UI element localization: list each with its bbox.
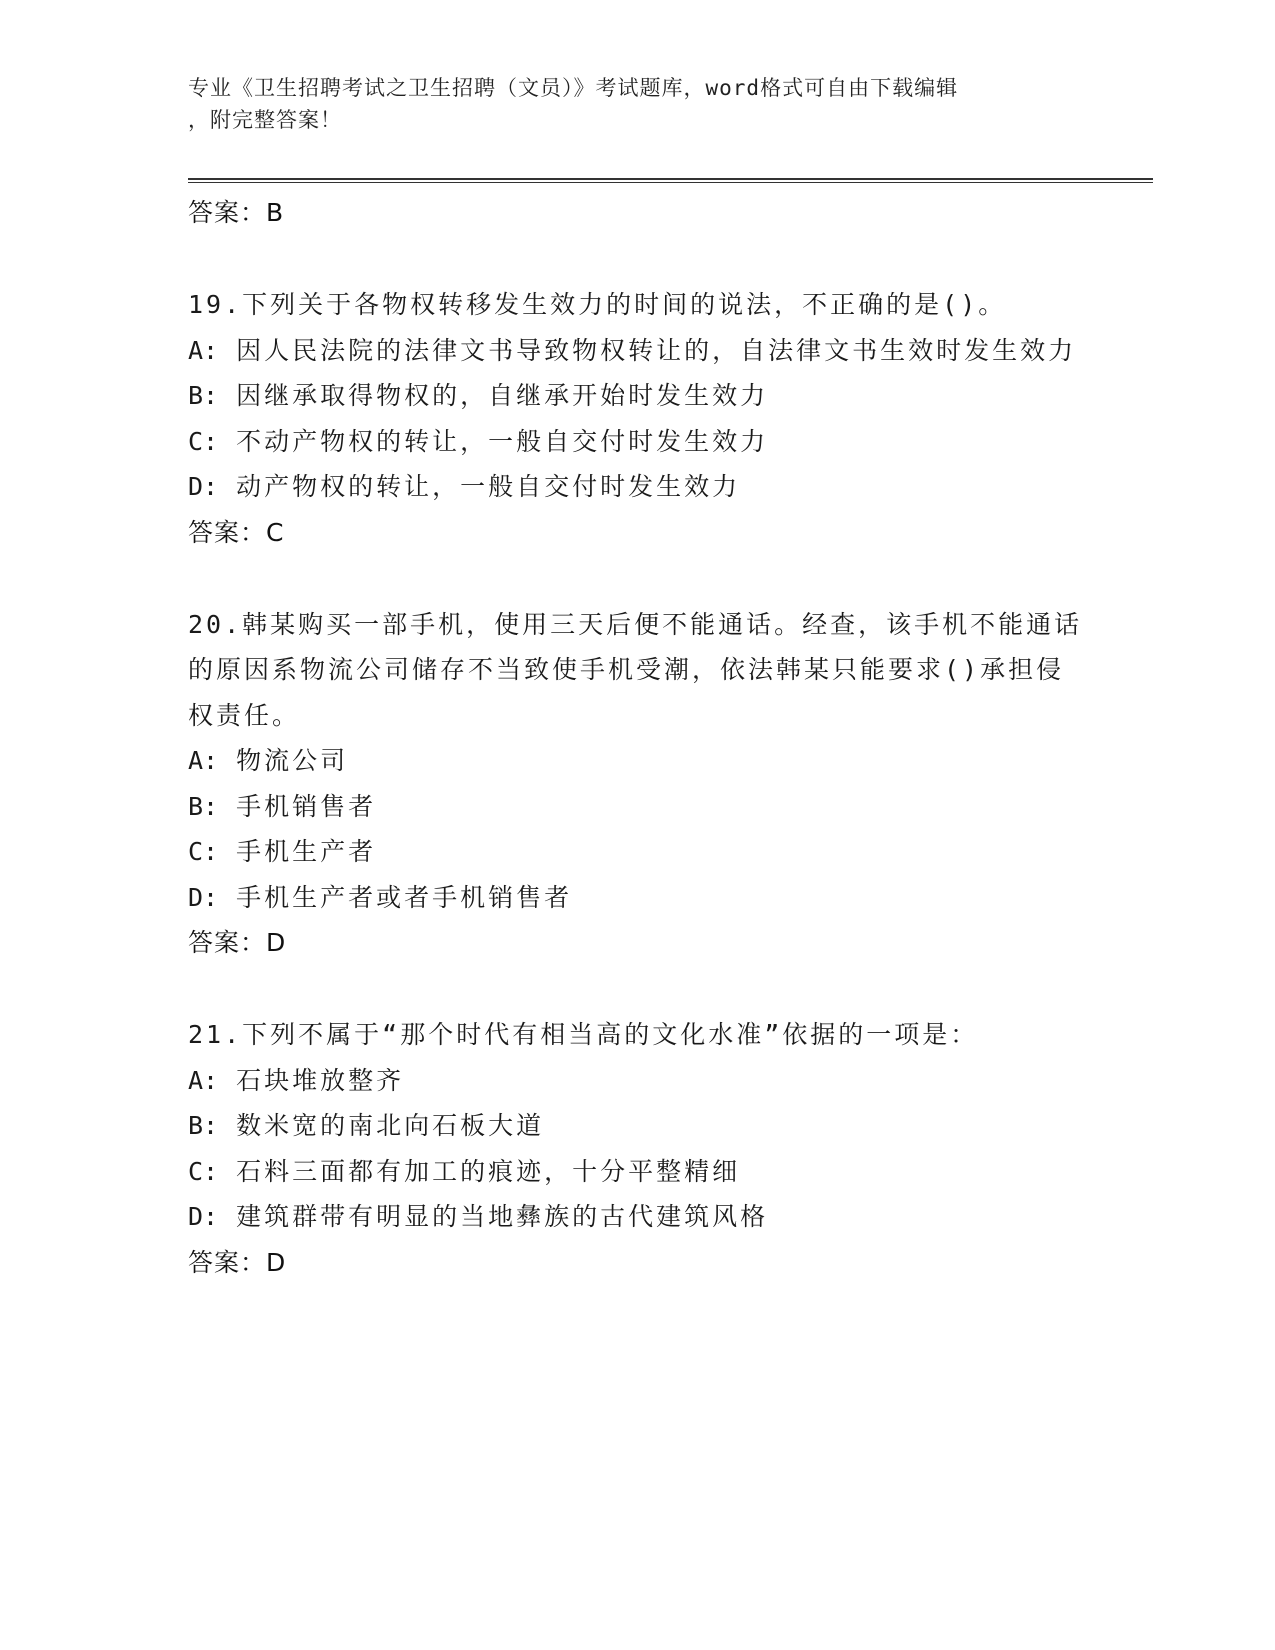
option-d: [188, 875, 1088, 921]
option-b: [188, 784, 1088, 830]
option-label: C:: [188, 837, 219, 866]
option-label: D:: [188, 1202, 219, 1231]
option-c: [188, 419, 1088, 465]
option-a: [188, 328, 1088, 374]
option-text: 因人民法院的法律文书导致物权转让的，自法律文书生效时发生效力: [236, 335, 1077, 365]
option-text: 建筑群带有明显的当地彝族的古代建筑风格: [236, 1202, 769, 1231]
question-20: [188, 602, 1088, 967]
question-stem: 19.下列关于各物权转移发生效力的时间的说法，不正确的是()。: [188, 290, 1007, 319]
question-stem: 20.韩某购买一部手机，使用三天后便不能通话。经查，该手机不能通话的原因系物流公司储存不当致使手机受潮，依法韩某只能要求()承担侵权责任。: [188, 609, 1083, 730]
option-b: [188, 1103, 1088, 1149]
header-line-1: 专业《卫生招聘考试之卫生招聘（文员）》考试题库，word格式可自由下载编辑: [188, 76, 959, 100]
option-label: A:: [188, 1065, 219, 1095]
option-d: [188, 1194, 1088, 1240]
option-d: [188, 464, 1088, 510]
answer-line: 答案：B: [188, 198, 285, 227]
option-text: 不动产物权的转让，一般自交付时发生效力: [236, 426, 769, 456]
option-label: D:: [188, 882, 219, 912]
option-label: B:: [188, 791, 219, 821]
option-label: A:: [188, 746, 219, 775]
page-header: [188, 72, 1088, 136]
option-c: [188, 829, 1088, 875]
option-text: 石料三面都有加工的痕迹，十分平整精细: [236, 1156, 741, 1186]
option-a: [188, 1058, 1088, 1104]
question-stem: 21.下列不属于“那个时代有相当高的文化水准”依据的一项是：: [188, 1020, 979, 1049]
option-text: 手机生产者或者手机销售者: [236, 882, 573, 912]
option-c: [188, 1149, 1088, 1195]
option-label: B:: [188, 381, 219, 410]
option-label: C:: [188, 1156, 219, 1186]
option-text: 因继承取得物权的，自继承开始时发生效力: [236, 381, 769, 410]
option-label: B:: [188, 1111, 219, 1140]
question-19: [188, 282, 1088, 556]
answer-line: 答案：D: [188, 928, 287, 957]
option-text: 物流公司: [236, 746, 349, 775]
option-a: [188, 738, 1088, 784]
question-21: [188, 1012, 1088, 1286]
option-text: 石块堆放整齐: [236, 1065, 405, 1095]
answer-line: 答案：D: [188, 1247, 287, 1277]
option-label: C:: [188, 426, 219, 456]
option-text: 手机销售者: [236, 791, 377, 821]
option-text: 数米宽的南北向石板大道: [236, 1111, 545, 1140]
document-body: [188, 190, 1088, 1286]
answer-line: 答案：C: [188, 517, 285, 547]
header-line-2: ，附完整答案！: [188, 108, 342, 132]
option-label: D:: [188, 472, 219, 501]
header-divider: [188, 178, 1153, 183]
option-text: 手机生产者: [236, 837, 377, 866]
option-label: A:: [188, 335, 219, 365]
option-text: 动产物权的转让，一般自交付时发生效力: [236, 472, 741, 501]
option-b: [188, 373, 1088, 419]
